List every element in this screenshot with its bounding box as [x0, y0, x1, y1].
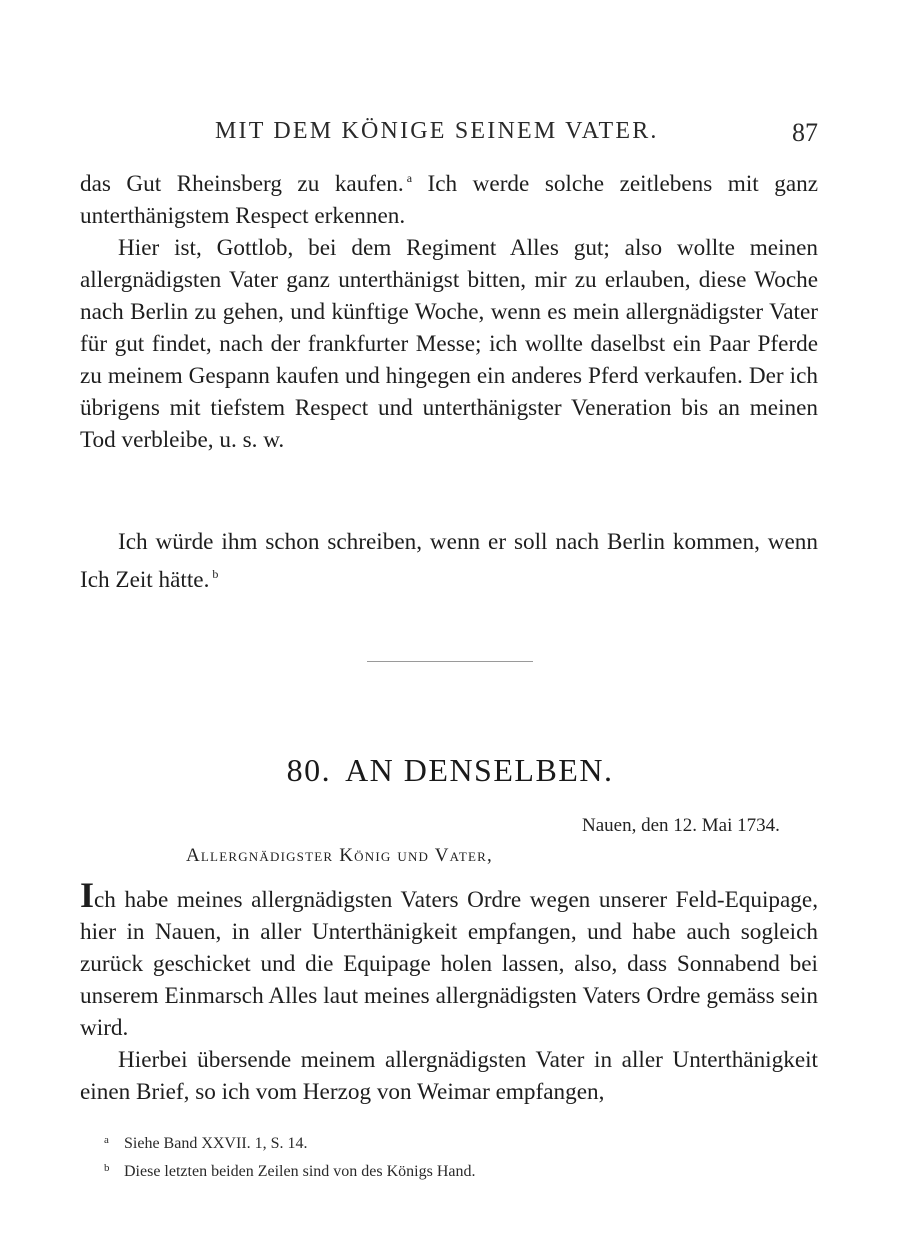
section-divider — [367, 661, 533, 662]
footnote-text: Siehe Band XXVII. 1, S. 14. — [124, 1135, 308, 1152]
footnote-text: Diese letzten beiden Zeilen sind von des Königs Hand. — [124, 1163, 476, 1180]
letter-heading — [0, 752, 900, 789]
running-head — [0, 118, 900, 148]
salutation: Allergnädigster König und Vater, — [186, 845, 493, 866]
footnotes — [104, 1128, 804, 1184]
previous-letter-body — [80, 162, 818, 456]
note-text: Ich würde ihm schon schreiben, wenn er soll nach Berlin kommen, wenn Ich Zeit hätte. — [80, 529, 818, 593]
footnote-a — [104, 1128, 804, 1156]
page-number: 87 — [792, 118, 818, 147]
footnote-b — [104, 1156, 804, 1184]
footnote-mark: b — [104, 1162, 110, 1174]
paragraph-text: das Gut Rheinsberg zu kaufen. — [80, 171, 404, 197]
paragraph: Hier ist, Gottlob, bei dem Regiment Alles gut; also wollte meinen allergnädigsten Vater ganz unterthänigst bitten, mir zu erlauben, diese Woche nach Berlin zu gehen, und künftige Woche, wenn es mein allergnädigster Vater für gut findet, nach der frankfurter Messe; ich wollte daselbst ein Paar Pferde zu meinem Gespann kaufen und hingegen ein anderes Pferd verkaufen. Der ich übrigens mit tiefstem Respect und unterthänigster Veneration bis an meinen Tod verbleibe, u. s. w. — [80, 235, 818, 453]
footnote-mark: a — [104, 1134, 109, 1146]
footnote-ref-b: b — [212, 567, 219, 581]
dateline: Nauen, den 12. Mai 1734. — [582, 815, 780, 836]
running-title: MIT DEM KÖNIGE SEINEM VATER. — [215, 118, 659, 144]
letter-title: AN DENSELBEN. — [345, 752, 614, 788]
king-marginal-note — [80, 526, 818, 596]
paragraph — [80, 526, 818, 596]
paragraph-text: ch habe meines allergnädigsten Vaters Ordre wegen unserer Feld-Equipage, hier in Nauen, in aller Unterthänigkeit empfangen, und habe auch sogleich zurück geschicket und die Equipage holen lassen, also, dass Sonnabend bei unserem Einmarsch Alles laut meines allergnädigsten Vaters Ordre gemäss sein wird. — [80, 887, 818, 1041]
paragraph — [80, 162, 818, 232]
paragraph: Hierbei übersende meinem allergnädigsten Vater in aller Unterthänigkeit einen Brief, so ich vom Herzog von Weimar empfangen, — [80, 1047, 818, 1105]
letter-number: 80. — [286, 752, 332, 788]
letter-body — [80, 875, 818, 1108]
initial-letter: I — [80, 875, 95, 915]
footnote-ref-a: a — [406, 171, 413, 185]
paragraph — [80, 875, 818, 1044]
paragraph-text: Ich werde solche zeitlebens mit ganz unterthänigstem Respect erkennen. — [80, 171, 818, 229]
